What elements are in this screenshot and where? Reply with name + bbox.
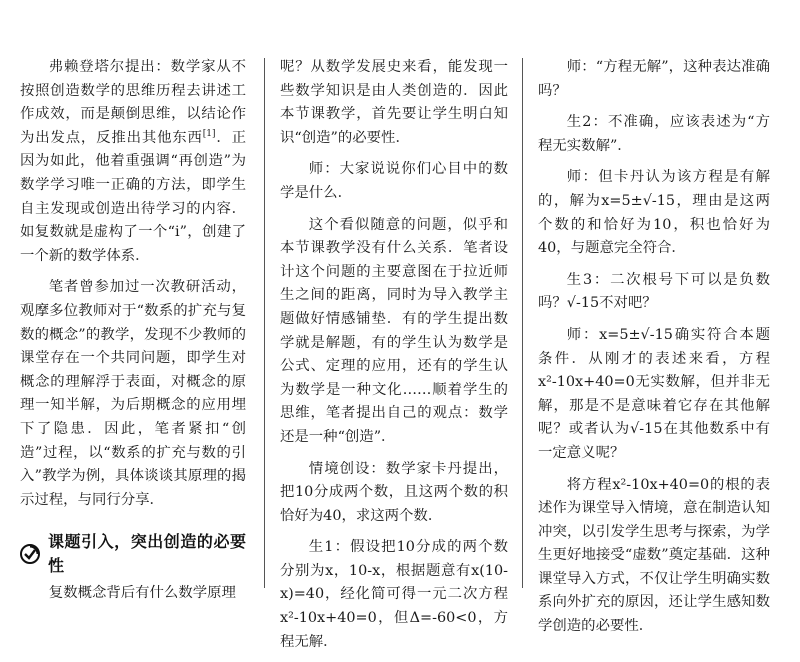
paragraph: 师：但卡丹认为该方程是有解的，解为x=5±√-15，理由是这两个数的和恰好为10，积也恰好为40，与题意完全符合．: [538, 169, 770, 257]
paragraph: 师：x=5±√-15确实符合本题条件．从刚才的表述来看，方程x²-10x+40=0无实数解，但并非无解，那是不是意味着它存在其他解呢？或者认为√-15在其他数系中有一定意义呢？: [538, 326, 770, 461]
column-2: [280, 56, 508, 662]
paragraph: 将方程x²-10x+40=0的根的表述作为课堂导入情境，意在制造认知冲突，以引发学生思考与探索，为学生更好地接受“虚数”奠定基础．这种课堂导入方式，不仅让学生明确实数系向外扩充的原因，还让学生感知数学创造的必要性．: [538, 476, 770, 635]
column-divider: [522, 58, 523, 588]
paragraph: 这个看似随意的问题，似乎和本节课教学没有什么关系．笔者设计这个问题的主要意图在于拉近师生之间的距离，同时为导入教学主题做好情感铺垫．有的学生提出数学就是解题，有的学生认为数学是公式、定理的应用，还有的学生认为数学是一种文化……顺着学生的思维，笔者提出自己的观点：数学还是一种“创造”．: [280, 216, 508, 445]
paragraph: 呢？从数学发展史来看，能发现一些数学知识是由人类创造的．因此本节课教学，首先要让学生明白知识“创造”的必要性．: [280, 59, 508, 146]
paragraph: 师：“方程无解”，这种表达准确吗？: [538, 59, 770, 99]
section-heading: [20, 530, 246, 578]
column-1: [20, 56, 246, 614]
paragraph: 生2：不准确，应该表述为“方程无实数解”．: [538, 114, 770, 154]
paragraph: 笔者曾参加过一次教研活动，观摩多位教师对于“数系的扩充与复数的概念”的教学，发现不少教师的课堂存在一个共同问题，即学生对概念的理解浮于表面，对概念的原理一知半解，为后期概念的应用埋下了隐患．因此，笔者紧扣“创造”过程，以“数系的扩充与数的引入”教学为例，具体谈谈其原理的揭示过程，与同行分享．: [20, 279, 246, 508]
paragraph-text: ．正因为如此，他着重强调“再创造”为数学学习唯一正确的方法，即学生自主发现或创造出待学习的内容．如复数就是虚构了一个“i”，创建了一个新的数学体系．: [20, 129, 246, 264]
section-heading-text: 课题引入，突出创造的必要性: [48, 532, 246, 576]
paragraph: 生3：二次根号下可以是负数吗？√-15不对吧？: [538, 271, 770, 312]
paragraph: 复数概念背后有什么数学原理: [48, 585, 236, 602]
paragraph: 师：大家说说你们心目中的数学是什么．: [280, 161, 508, 201]
paragraph: 情境创设：数学家卡丹提出，把10分成两个数，且这两个数的积恰好为40，求这两个数．: [280, 460, 508, 524]
column-divider: [264, 58, 265, 588]
paragraph-text: 弗赖登塔尔提出：数学家从不按照创造数学的思维历程去讲述工作成效，而是颠倒思维，以结论作为出发点，反推出其他东西: [20, 59, 246, 146]
paragraph: [20, 56, 246, 268]
column-3: [538, 56, 770, 647]
citation-marker: [1]: [202, 128, 216, 139]
check-circle-icon: [20, 544, 40, 564]
paragraph: 生1：假设把10分成的两个数分别为x，10-x，根据题意有x(10-x)=40，经化简可得一元二次方程x²-10x+40=0，但Δ=-60<0，方程无解．: [280, 539, 508, 650]
